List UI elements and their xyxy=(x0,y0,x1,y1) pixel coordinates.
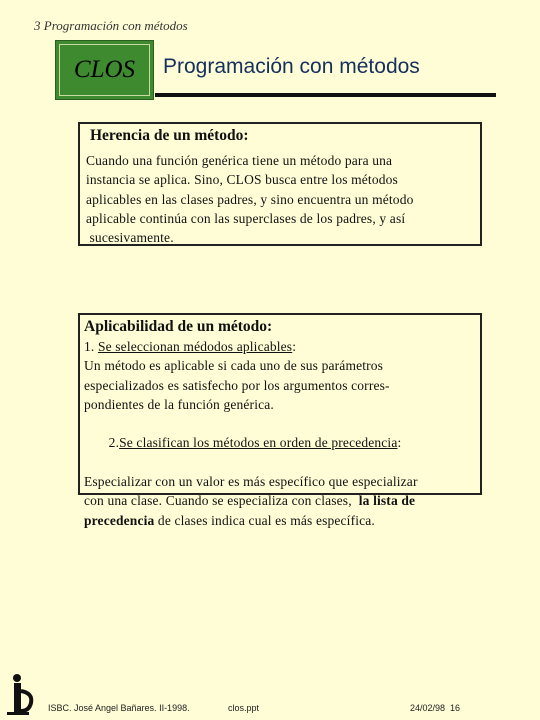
item1-underlined: Se seleccionan médodos aplicables xyxy=(97,339,293,354)
applicability-heading: Aplicabilidad de un método: xyxy=(84,318,273,335)
text-line: aplicable continúa con las superclases de los padres, y así xyxy=(86,210,406,226)
text-line: Especializar con un valor es más específico que especializar xyxy=(84,474,418,490)
text-line: pondientes de la función genérica. xyxy=(84,396,274,412)
clos-logo xyxy=(55,40,154,100)
footer-file: clos.ppt xyxy=(228,703,260,713)
text-line: aplicables en las clases padres, y sino encuentra un método xyxy=(86,191,414,207)
slide-title: Programación con métodos xyxy=(163,55,420,78)
text-line: especializados es satisfecho por los argumentos corres- xyxy=(84,377,390,393)
footer-date-page: 24/02/98 16 xyxy=(410,703,461,713)
text-line: Cuando una función genérica tiene un método para una xyxy=(86,153,393,168)
inheritance-text xyxy=(86,151,474,247)
text-line: con una clase. Cuando se especializa con clases, la lista de xyxy=(84,493,416,509)
item2-line: 2.Se clasifican los métodos en orden de precedencia: xyxy=(105,435,402,451)
text-line: Un método es aplicable si cada uno de sus parámetros xyxy=(84,358,384,374)
inheritance-heading: Herencia de un método: xyxy=(90,127,249,144)
text-line: sucesivamente. xyxy=(86,230,174,246)
footer-author: ISBC. José Angel Bañares. II-1998. xyxy=(48,703,190,713)
institution-logo-icon xyxy=(5,673,37,717)
inheritance-box xyxy=(78,122,482,246)
title-underline xyxy=(155,93,496,97)
slide-header-note: 3 Programación con métodos xyxy=(34,18,188,33)
text-line: precedencia de clases indica cual es más específica. xyxy=(84,512,375,528)
item2-underlined: Se clasifican los métodos en orden de precedencia xyxy=(119,435,398,451)
item1-line: 1. Se seleccionan médodos aplicables: xyxy=(84,339,297,354)
applicability-box xyxy=(78,313,482,528)
logo-text: CLOS xyxy=(73,56,136,83)
text-line: instancia se aplica. Sino, CLOS busca entre los métodos xyxy=(86,172,398,188)
applicability-text xyxy=(84,337,476,530)
